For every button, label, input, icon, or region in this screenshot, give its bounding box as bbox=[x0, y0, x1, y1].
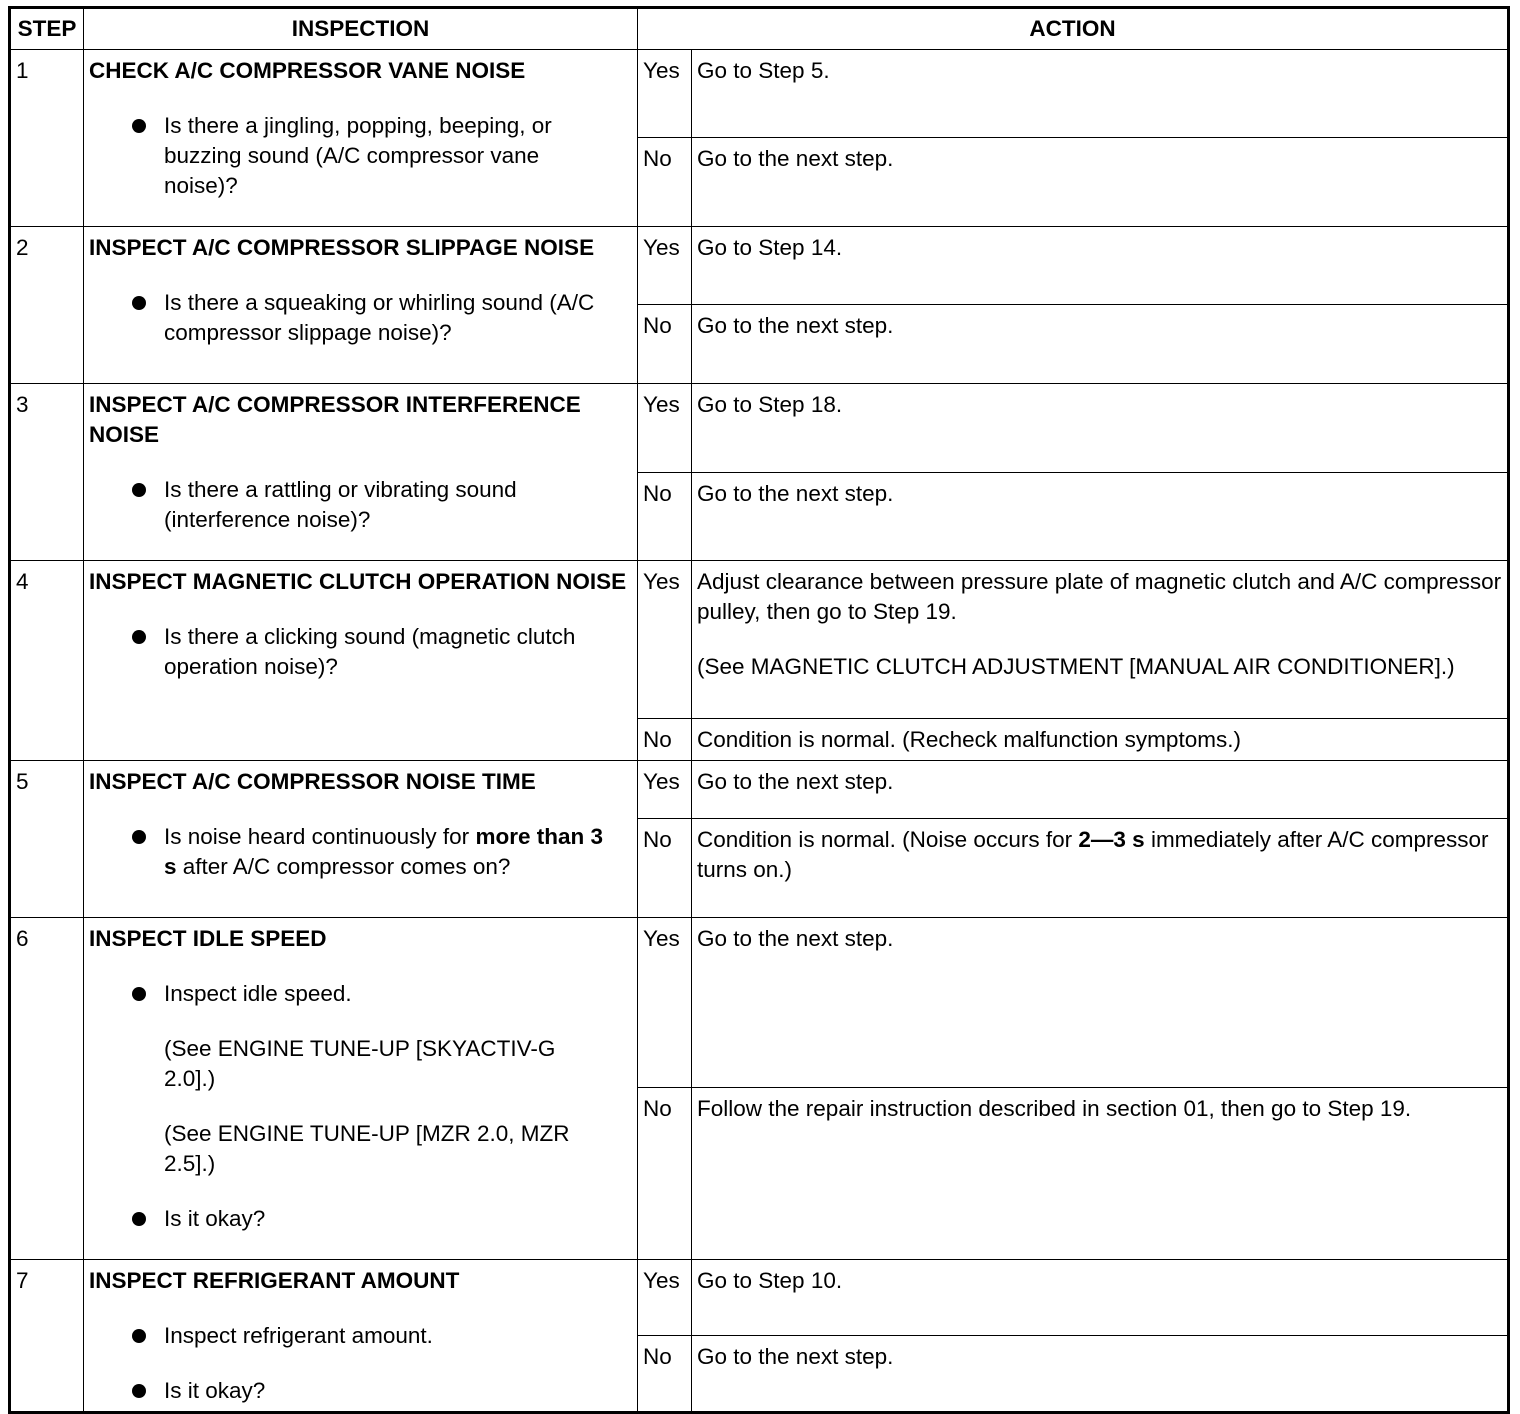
yes-label: Yes bbox=[638, 1260, 692, 1336]
no-action: Follow the repair instruction described in section 01, then go to Step 19. bbox=[692, 1088, 1509, 1260]
step-number: 5 bbox=[10, 761, 84, 918]
step-2-yes-row bbox=[10, 227, 1509, 305]
no-label: No bbox=[638, 1088, 692, 1260]
inspection-title: INSPECT A/C COMPRESSOR NOISE TIME bbox=[89, 769, 536, 794]
inspection-title: CHECK A/C COMPRESSOR VANE NOISE bbox=[89, 58, 526, 83]
yes-label: Yes bbox=[638, 384, 692, 473]
yes-action: Go to Step 18. bbox=[692, 384, 1509, 473]
inspection-bullets bbox=[89, 822, 632, 882]
step-number: 7 bbox=[10, 1260, 84, 1413]
inspection-cell bbox=[84, 761, 638, 918]
inspection-title: INSPECT IDLE SPEED bbox=[89, 926, 327, 951]
reference-note: (See ENGINE TUNE-UP [SKYACTIV-G 2.0].) bbox=[164, 1036, 556, 1091]
bullet-item bbox=[164, 822, 632, 882]
action-emphasis: 2—3 s bbox=[1078, 827, 1145, 852]
no-label: No bbox=[638, 719, 692, 761]
yes-action: Go to the next step. bbox=[692, 918, 1509, 1088]
inspection-title: INSPECT A/C COMPRESSOR INTERFERENCE NOISE bbox=[89, 392, 581, 447]
yes-label: Yes bbox=[638, 761, 692, 819]
no-action: Go to the next step. bbox=[692, 1336, 1509, 1413]
no-action: Go to the next step. bbox=[692, 137, 1509, 226]
no-action bbox=[692, 819, 1509, 918]
yes-action: Go to Step 14. bbox=[692, 227, 1509, 305]
no-label: No bbox=[638, 305, 692, 384]
bullet-emphasis: more than 3 s bbox=[164, 824, 603, 879]
no-label: No bbox=[638, 819, 692, 918]
step-column-header: STEP bbox=[10, 8, 84, 50]
bullet-text: Is noise heard continuously for bbox=[164, 824, 476, 849]
inspection-cell bbox=[84, 50, 638, 227]
step-number: 3 bbox=[10, 384, 84, 561]
no-label: No bbox=[638, 1336, 692, 1413]
step-4-yes-row bbox=[10, 561, 1509, 719]
diagnostic-procedure-page bbox=[8, 6, 1510, 1414]
bullet-item: Inspect refrigerant amount. bbox=[164, 1321, 632, 1351]
inspection-bullets bbox=[89, 475, 632, 535]
no-action: Go to the next step. bbox=[692, 473, 1509, 561]
reference-note: (See ENGINE TUNE-UP [MZR 2.0, MZR 2.5].) bbox=[164, 1121, 570, 1176]
step-1-yes-row bbox=[10, 50, 1509, 138]
bullet-item: Is there a rattling or vibrating sound (interference noise)? bbox=[164, 475, 632, 535]
step-number: 2 bbox=[10, 227, 84, 384]
yes-action: Go to Step 10. bbox=[692, 1260, 1509, 1336]
step-3-yes-row bbox=[10, 384, 1509, 473]
action-column-header: ACTION bbox=[638, 8, 1509, 50]
diagnostic-table bbox=[8, 6, 1510, 1414]
inspection-title: INSPECT REFRIGERANT AMOUNT bbox=[89, 1268, 460, 1293]
inspection-cell bbox=[84, 227, 638, 384]
bullet-item bbox=[164, 979, 632, 1179]
inspection-bullets bbox=[89, 288, 632, 348]
step-number: 1 bbox=[10, 50, 84, 227]
yes-label: Yes bbox=[638, 918, 692, 1088]
inspection-cell bbox=[84, 918, 638, 1260]
yes-label: Yes bbox=[638, 227, 692, 305]
bullet-item: Is there a jingling, popping, beeping, or buzzing sound (A/C compressor vane noise)? bbox=[164, 111, 632, 201]
step-number: 6 bbox=[10, 918, 84, 1260]
no-action: Go to the next step. bbox=[692, 305, 1509, 384]
inspection-bullets bbox=[89, 1321, 632, 1406]
action-text: Condition is normal. (Noise occurs for bbox=[697, 827, 1079, 852]
inspection-cell bbox=[84, 561, 638, 761]
header-row bbox=[10, 8, 1509, 50]
step-7-yes-row bbox=[10, 1260, 1509, 1336]
bullet-text: Inspect idle speed. bbox=[164, 981, 352, 1006]
yes-action: Go to Step 5. bbox=[692, 50, 1509, 138]
yes-action-cell bbox=[692, 561, 1509, 719]
bullet-item: Is it okay? bbox=[164, 1204, 632, 1234]
action-text: immediately after A/C compressor turns on.) bbox=[697, 827, 1489, 882]
inspection-column-header: INSPECTION bbox=[84, 8, 638, 50]
step-6-yes-row bbox=[10, 918, 1509, 1088]
inspection-bullets bbox=[89, 111, 632, 201]
bullet-item: Is there a squeaking or whirling sound (A/C compressor slippage noise)? bbox=[164, 288, 632, 348]
inspection-title: INSPECT MAGNETIC CLUTCH OPERATION NOISE bbox=[89, 569, 627, 594]
step-number: 4 bbox=[10, 561, 84, 761]
inspection-bullets bbox=[89, 622, 632, 682]
bullet-item: Is there a clicking sound (magnetic clutch operation noise)? bbox=[164, 622, 632, 682]
inspection-cell bbox=[84, 384, 638, 561]
yes-action: Adjust clearance between pressure plate of magnetic clutch and A/C compressor pulley, then go to Step 19. bbox=[697, 569, 1502, 624]
no-label: No bbox=[638, 137, 692, 226]
yes-label: Yes bbox=[638, 561, 692, 719]
inspection-bullets bbox=[89, 979, 632, 1234]
yes-action-reference: (See MAGNETIC CLUTCH ADJUSTMENT [MANUAL AIR CONDITIONER].) bbox=[697, 654, 1455, 679]
yes-label: Yes bbox=[638, 50, 692, 138]
step-5-yes-row bbox=[10, 761, 1509, 819]
no-label: No bbox=[638, 473, 692, 561]
no-action: Condition is normal. (Recheck malfunction symptoms.) bbox=[692, 719, 1509, 761]
inspection-title: INSPECT A/C COMPRESSOR SLIPPAGE NOISE bbox=[89, 235, 595, 260]
inspection-cell bbox=[84, 1260, 638, 1413]
yes-action: Go to the next step. bbox=[692, 761, 1509, 819]
bullet-item: Is it okay? bbox=[164, 1376, 632, 1406]
bullet-text: after A/C compressor comes on? bbox=[176, 854, 511, 879]
